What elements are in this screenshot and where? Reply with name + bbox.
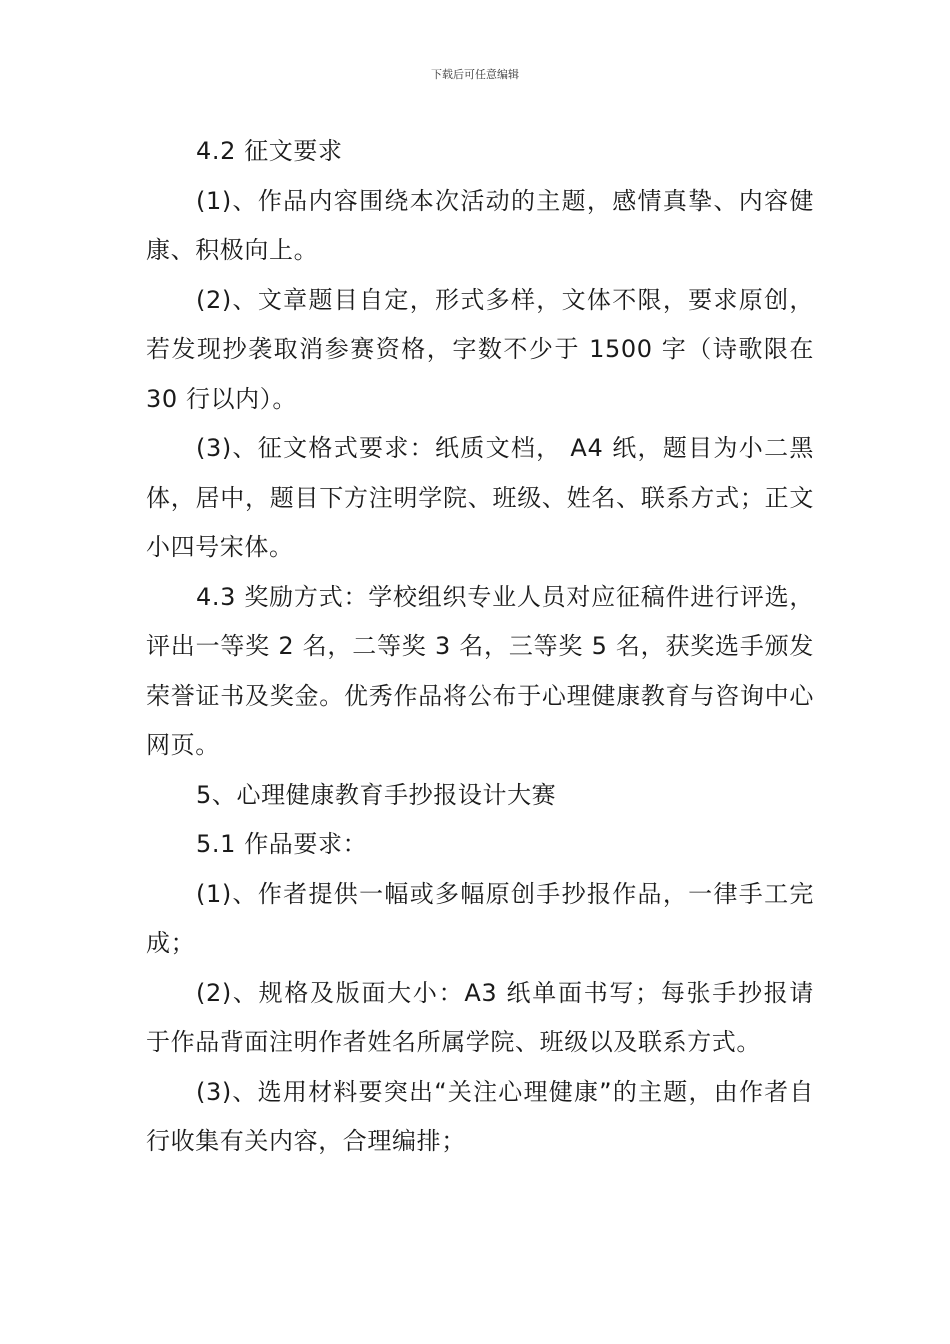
paragraph-handmade-requirement: (1)、作者提供一幅或多幅原创手抄报作品，一律手工完成； bbox=[146, 879, 814, 957]
heading-work-requirements: 5.1 作品要求： bbox=[196, 830, 368, 858]
paragraph-award-method: 4.3 奖励方式：学校组织专业人员对应征稿件进行评选，评出一等奖 2 名，二等奖 3 名，三等奖 5 名，获奖选手颁发荣誉证书及奖金。优秀作品将公布于心理健康教育与咨询中心网页。 bbox=[146, 582, 814, 759]
heading-essay-requirements: 4.2 征文要求 bbox=[196, 137, 343, 165]
paragraph-title-form-requirement: (2)、文章题目自定，形式多样，文体不限，要求原创，若发现抄袭取消参赛资格，字数不少于 1500 字（诗歌限在 30 行以内）。 bbox=[146, 285, 814, 413]
header-note: 下载后可任意编辑 bbox=[431, 68, 519, 81]
paragraph-format-requirement: (3)、征文格式要求：纸质文档， A4 纸，题目为小二黑体，居中，题目下方注明学院、班级、姓名、联系方式；正文小四号宋体。 bbox=[146, 434, 814, 561]
heading-poster-contest: 5、心理健康教育手抄报设计大赛 bbox=[196, 780, 557, 809]
document-body bbox=[146, 127, 814, 1167]
paragraph-size-requirement: (2)、规格及版面大小：A3 纸单面书写；每张手抄报请于作品背面注明作者姓名所属学院、班级以及联系方式。 bbox=[146, 978, 814, 1056]
paragraph-material-requirement: (3)、选用材料要突出“关注心理健康”的主题，由作者自行收集有关内容，合理编排； bbox=[146, 1077, 814, 1155]
paragraph-content-requirement: (1)、作品内容围绕本次活动的主题，感情真挚、内容健康、积极向上。 bbox=[146, 186, 814, 264]
